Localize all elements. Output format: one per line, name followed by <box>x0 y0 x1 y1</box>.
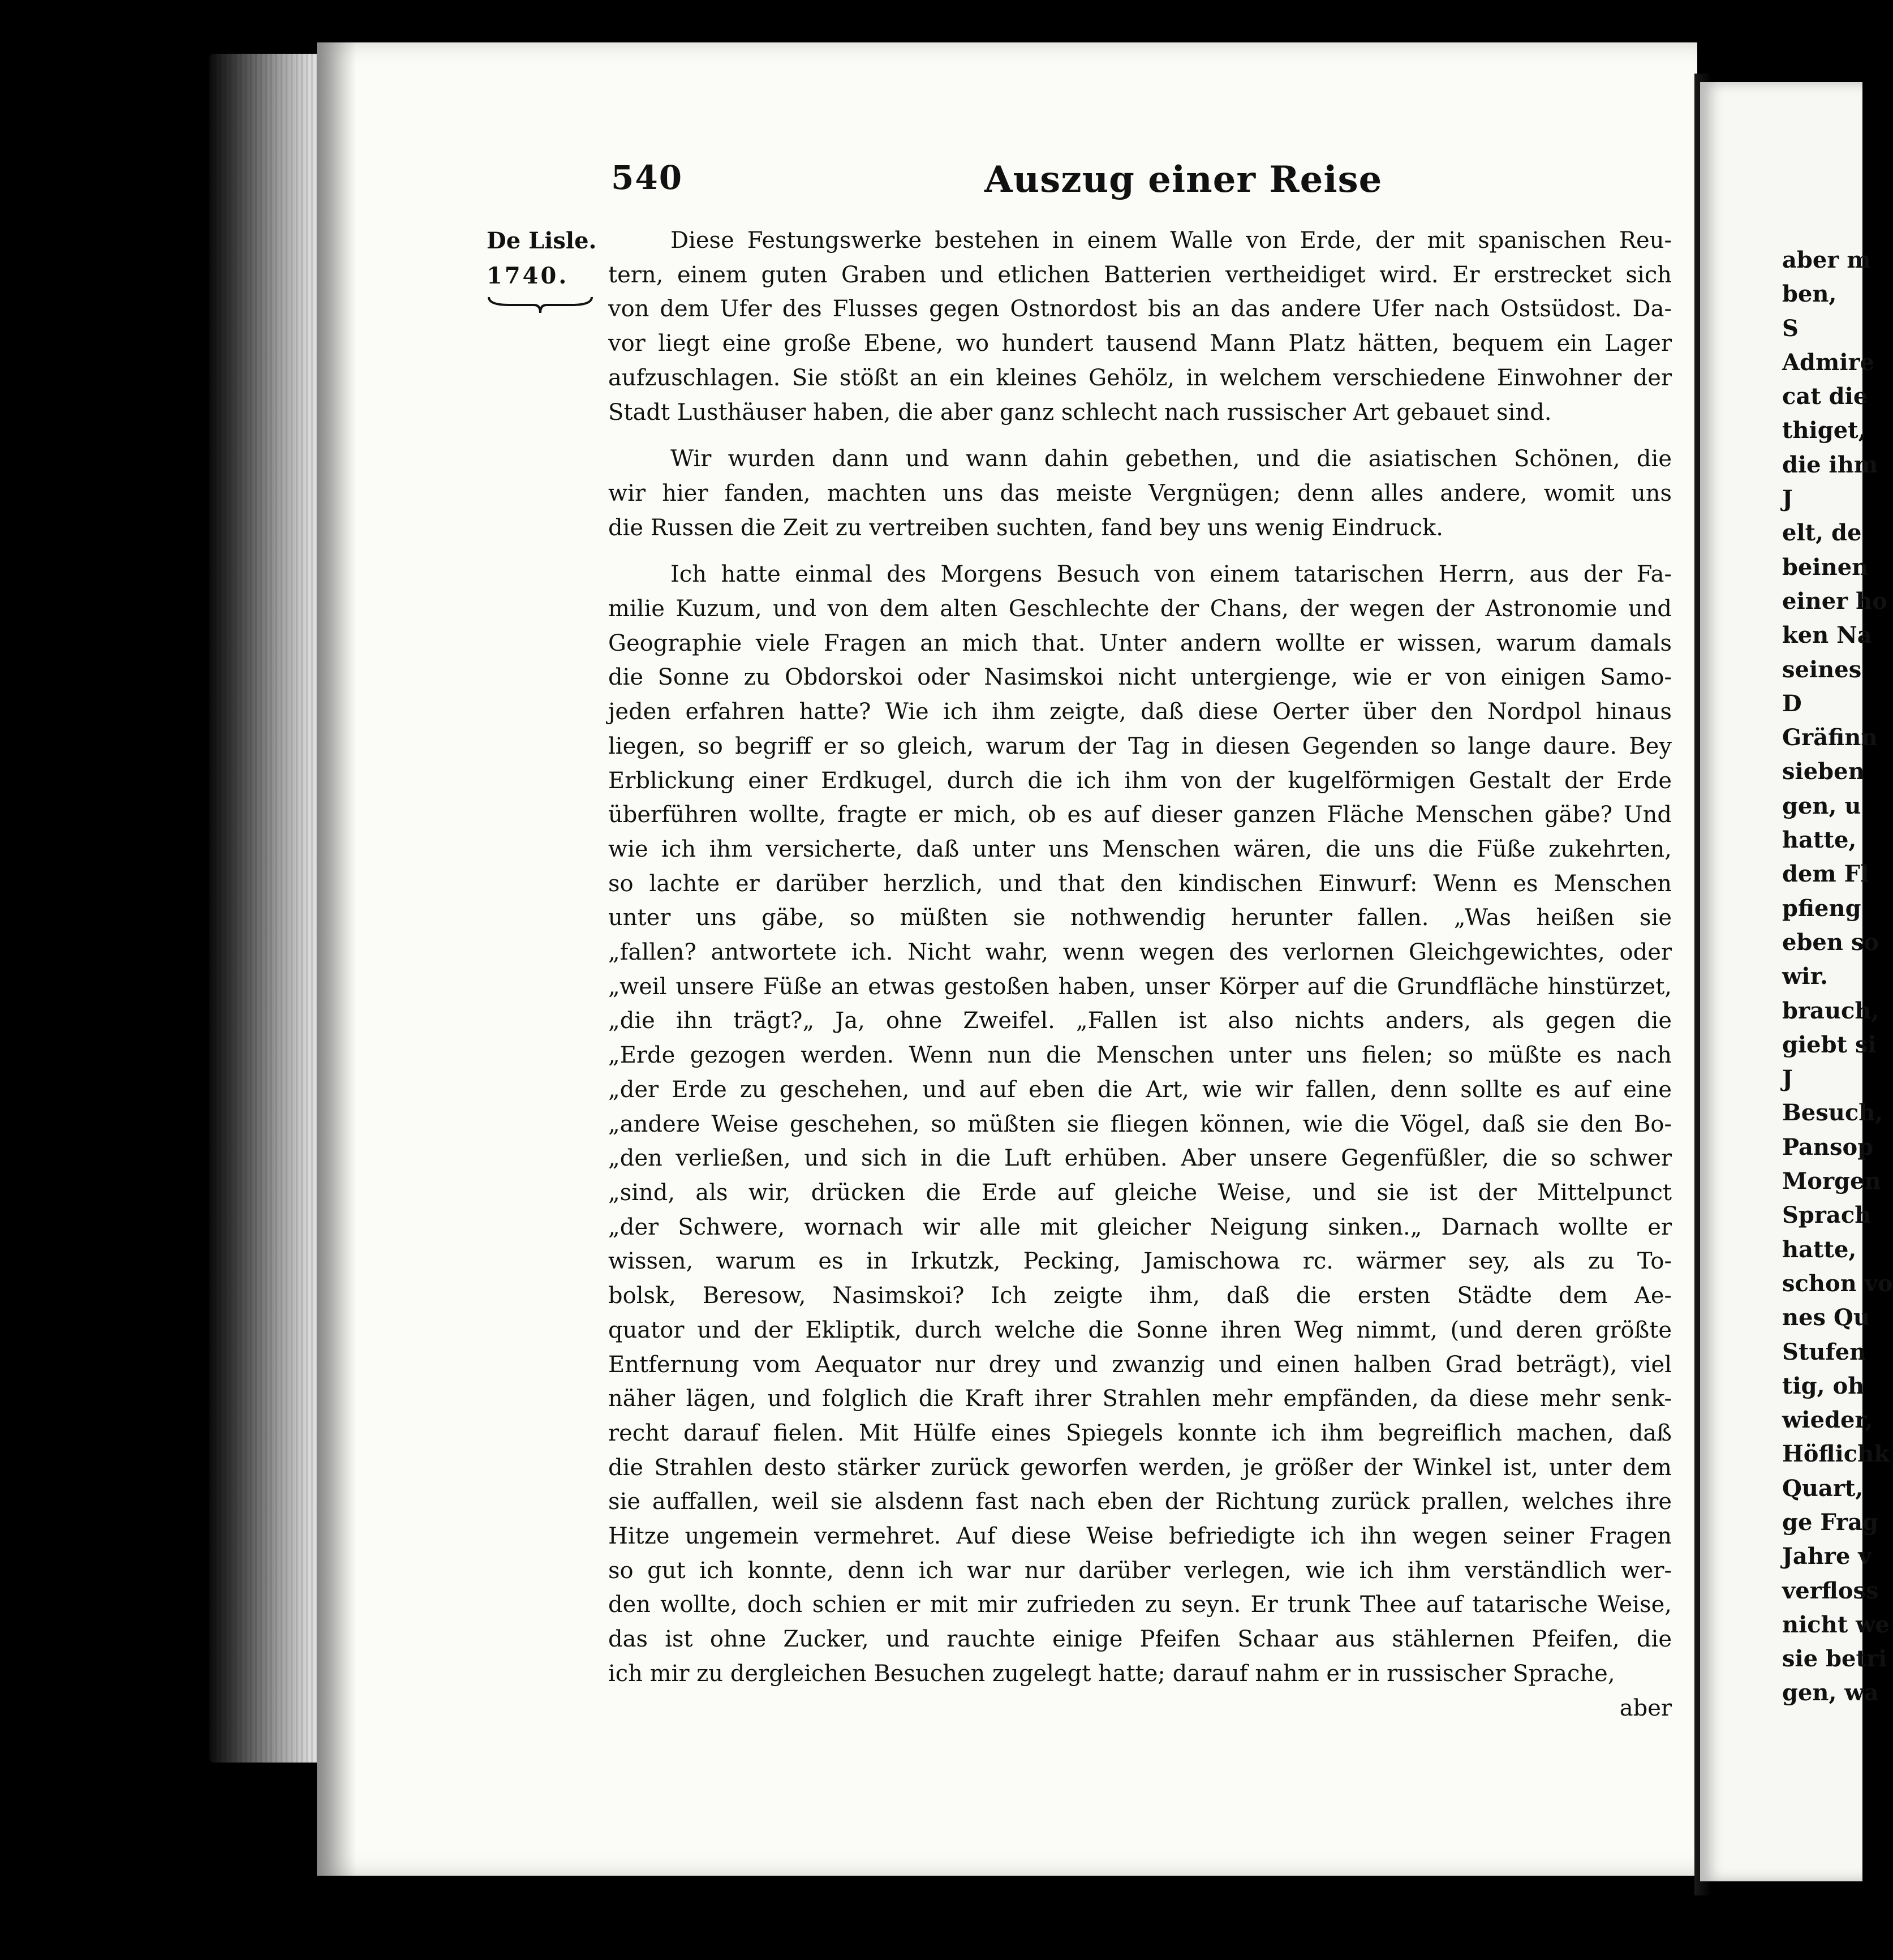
text-line: tern, einem guten Graben und etlichen Batterien vertheidiget wird. Er erstrecket sich <box>608 261 1672 288</box>
facing-page-line: eben so <box>1782 929 1879 956</box>
paragraph <box>608 442 1672 545</box>
text-line: „weil unsere Füße an etwas gestoßen haben, unser Körper auf die Grundfläche hinstürzet, <box>608 973 1672 1000</box>
facing-page-line: Pansop <box>1782 1133 1874 1160</box>
text-line: vor liegt eine große Ebene, wo hundert tausend Mann Platz hätten, bequem ein Lager <box>608 330 1672 357</box>
page-number: 540 <box>611 158 683 197</box>
text-line: wie ich ihm versicherte, daß unter uns Menschen wären, die uns die Füße zukehrten, <box>608 836 1672 862</box>
facing-page-line: Sprach <box>1782 1202 1872 1229</box>
text-line: recht darauf fielen. Mit Hülfe eines Spiegels konnte ich ihm begreiflich machen, daß <box>608 1420 1672 1446</box>
facing-page-line: aber m <box>1782 247 1871 273</box>
text-line: „der Erde zu geschehen, und auf eben die Art, wie wir fallen, denn sollte es auf eine <box>608 1076 1672 1103</box>
text-line: wir hier fanden, machten uns das meiste Vergnügen; denn alles andere, womit uns <box>608 480 1672 506</box>
running-head <box>611 158 1669 209</box>
text-line: „die ihn trägt?„ Ja, ohne Zweifel. „Fallen ist also nichts anders, als gegen die <box>608 1008 1672 1034</box>
text-line: sie auffallen, weil sie alsdenn fast nach eben der Richtung zurück prallen, welches ihre <box>608 1489 1672 1515</box>
text-line: Ich hatte einmal des Morgens Besuch von einem tatarischen Herrn, aus der Fa- <box>670 561 1672 588</box>
facing-page-line: wieder, <box>1782 1407 1873 1434</box>
text-line: „andere Weise geschehen, so müßten sie fliegen können, wie die Vögel, daß sie den Bo- <box>608 1111 1672 1137</box>
paragraph <box>608 557 1672 1691</box>
facing-page-line: beinen <box>1782 553 1869 581</box>
facing-page-line: nes Qu <box>1782 1304 1870 1331</box>
page-gutter-shadow <box>317 42 356 1876</box>
facing-page-line: schon vo <box>1782 1270 1893 1297</box>
facing-page-line: pfieng <box>1782 895 1861 922</box>
text-line: liegen, so begriff er so gleich, warum der Tag in diesen Gegenden so lange daure. Bey <box>608 733 1672 759</box>
facing-page-line: seines <box>1782 656 1862 683</box>
text-line: Hitze ungemein vermehret. Auf diese Weise befriedigte ich ihn wegen seiner Fragen <box>608 1523 1672 1550</box>
facing-page-line: hatte, <box>1782 1236 1857 1263</box>
text-line: milie Kuzum, und von dem alten Geschlechte der Chans, der wegen der Astronomie und <box>608 596 1672 622</box>
text-line: „sind, als wir, drücken die Erde auf gleiche Weise, und sie ist der Mittelpunct <box>608 1179 1672 1206</box>
facing-page-line: ge Frag <box>1782 1508 1878 1536</box>
text-line: so lachte er darüber herzlich, und that den kindischen Einwurf: Wenn es Menschen <box>608 870 1672 897</box>
facing-page-line: brauch, <box>1782 997 1879 1024</box>
facing-page-line: J <box>1782 485 1793 513</box>
facing-page-line: D <box>1782 690 1802 717</box>
facing-page-line: Stufen <box>1782 1338 1866 1365</box>
text-line: Erblickung einer Erdkugel, durch die ich ihm von der kugelförmigen Gestalt der Erde <box>608 767 1672 794</box>
text-line: aufzuschlagen. Sie stößt an ein kleines Gehölz, in welchem verschiedene Einwohner der <box>608 364 1672 391</box>
text-line: Wir wurden dann und wann dahin gebethen, und die asiatischen Schönen, die <box>670 446 1672 472</box>
text-line: näher lägen, und folglich die Kraft ihrer Strahlen mehr empfänden, da diese mehr senk- <box>608 1386 1672 1412</box>
margin-note-year: 1740. <box>487 263 569 289</box>
facing-page-line: J <box>1782 1065 1793 1093</box>
text-line: Stadt Lusthäuser haben, die aber ganz schlecht nach russischer Art gebauet sind. <box>608 399 1552 425</box>
facing-page-line: hatte, <box>1782 827 1857 854</box>
facing-page-line: einer ho <box>1782 587 1887 614</box>
facing-page-line: Gräfinn <box>1782 724 1878 751</box>
text-line: „der Schwere, wornach wir alle mit gleicher Neigung sinken.„ Darnach wollte er <box>608 1214 1672 1240</box>
facing-page-line: verfloss <box>1782 1577 1879 1604</box>
text-line: den wollte, doch schien er mit mir zufrieden zu seyn. Er trunk Thee auf tatarische Weise, <box>608 1592 1672 1618</box>
facing-page-line: nicht we <box>1782 1611 1890 1638</box>
facing-page-line: Admire <box>1782 349 1875 376</box>
facing-page-line: Besuch, <box>1782 1099 1883 1127</box>
text-line: Entfernung vom Aequator nur drey und zwanzig und einen halben Grad beträgt), viel <box>608 1351 1672 1378</box>
curly-brace-ornament <box>487 295 594 315</box>
text-line: so gut ich konnte, denn ich war nur darüber verlegen, wie ich ihm verständlich wer- <box>608 1557 1672 1584</box>
text-line: die Sonne zu Obdorskoi oder Nasimskoi nicht untergienge, wie er von einigen Samo- <box>608 664 1672 691</box>
text-line: Geographie viele Fragen an mich that. Unter andern wollte er wissen, warum damals <box>608 630 1672 656</box>
facing-page-line: Höflichk <box>1782 1441 1890 1468</box>
running-title: Auszug einer Reise <box>984 158 1383 201</box>
text-line: überführen wollte, fragte er mich, ob es auf dieser ganzen Fläche Menschen gäbe? Und <box>608 802 1672 828</box>
text-line: wissen, warum es in Irkutzk, Pecking, Jamischowa rc. wärmer sey, als zu To- <box>608 1248 1672 1275</box>
text-line: die Russen die Zeit zu vertreiben suchten, fand bey uns wenig Eindruck. <box>608 514 1443 541</box>
facing-page-line: gen, wa <box>1782 1679 1879 1707</box>
margin-note <box>487 223 600 315</box>
body-text <box>608 223 1672 1725</box>
text-line: das ist ohne Zucker, und rauchte einige Pfeifen Schaar aus stählernen Pfeifen, die <box>608 1626 1672 1653</box>
facing-page-text-fragments <box>1782 243 1893 1710</box>
facing-page-line: tig, oh <box>1782 1372 1865 1399</box>
facing-page-line: Morgen <box>1782 1168 1881 1195</box>
facing-page-line: cat die <box>1782 383 1868 410</box>
facing-page-line: S <box>1782 315 1799 342</box>
facing-page-line: elt, de <box>1782 519 1862 547</box>
facing-page-line: giebt si <box>1782 1031 1877 1058</box>
text-line: die Strahlen desto stärker zurück geworfen werden, je größer der Winkel ist, unter dem <box>608 1454 1672 1481</box>
facing-page-line: die ihm <box>1782 451 1878 478</box>
facing-page-line: sieben <box>1782 758 1865 785</box>
paragraph <box>608 223 1672 429</box>
text-line: bolsk, Beresow, Nasimskoi? Ich zeigte ihm, daß die ersten Städte dem Ae- <box>608 1283 1672 1309</box>
catchword: aber <box>1619 1695 1672 1721</box>
text-line: quator und der Ekliptik, durch welche die Sonne ihren Weg nimmt, (und deren größte <box>608 1317 1672 1343</box>
facing-page-line: sie betri <box>1782 1645 1887 1673</box>
text-line: ich mir zu dergleichen Besuchen zugelegt hatte; darauf nahm er in russischer Sprache, <box>608 1660 1615 1687</box>
text-line: unter uns gäbe, so müßten sie nothwendig herunter fallen. „Was heißen sie <box>608 905 1672 931</box>
text-line: „den verließen, und sich in die Luft erhüben. Aber unsere Gegenfüßler, die so schwer <box>608 1145 1672 1172</box>
text-line: Diese Festungswerke bestehen in einem Walle von Erde, der mit spanischen Reu- <box>670 227 1672 253</box>
text-line: von dem Ufer des Flusses gegen Ostnordost bis an das andere Ufer nach Ostsüdost. Da- <box>608 296 1672 323</box>
facing-page-line: thiget, <box>1782 417 1866 444</box>
facing-page-line: Jahre v <box>1782 1543 1872 1570</box>
facing-page-line: Quart, <box>1782 1475 1864 1502</box>
facing-page-line: wir. <box>1782 963 1828 990</box>
text-line: jeden erfahren hatte? Wie ich ihm zeigte, daß diese Oerter über den Nordpol hinaus <box>608 699 1672 725</box>
text-line: „fallen? antwortete ich. Nicht wahr, wenn wegen des verlornen Gleichgewichtes, oder <box>608 939 1672 966</box>
facing-page-line: ken Na <box>1782 622 1872 649</box>
text-line: „Erde gezogen werden. Wenn nun die Menschen unter uns fielen; so müßte es nach <box>608 1042 1672 1069</box>
facing-page-line: ben, <box>1782 281 1837 308</box>
margin-note-name: De Lisle. <box>487 227 597 254</box>
facing-page-line: gen, u <box>1782 792 1861 819</box>
facing-page-line: dem Fl <box>1782 861 1869 888</box>
book-page-edges <box>209 54 334 1763</box>
